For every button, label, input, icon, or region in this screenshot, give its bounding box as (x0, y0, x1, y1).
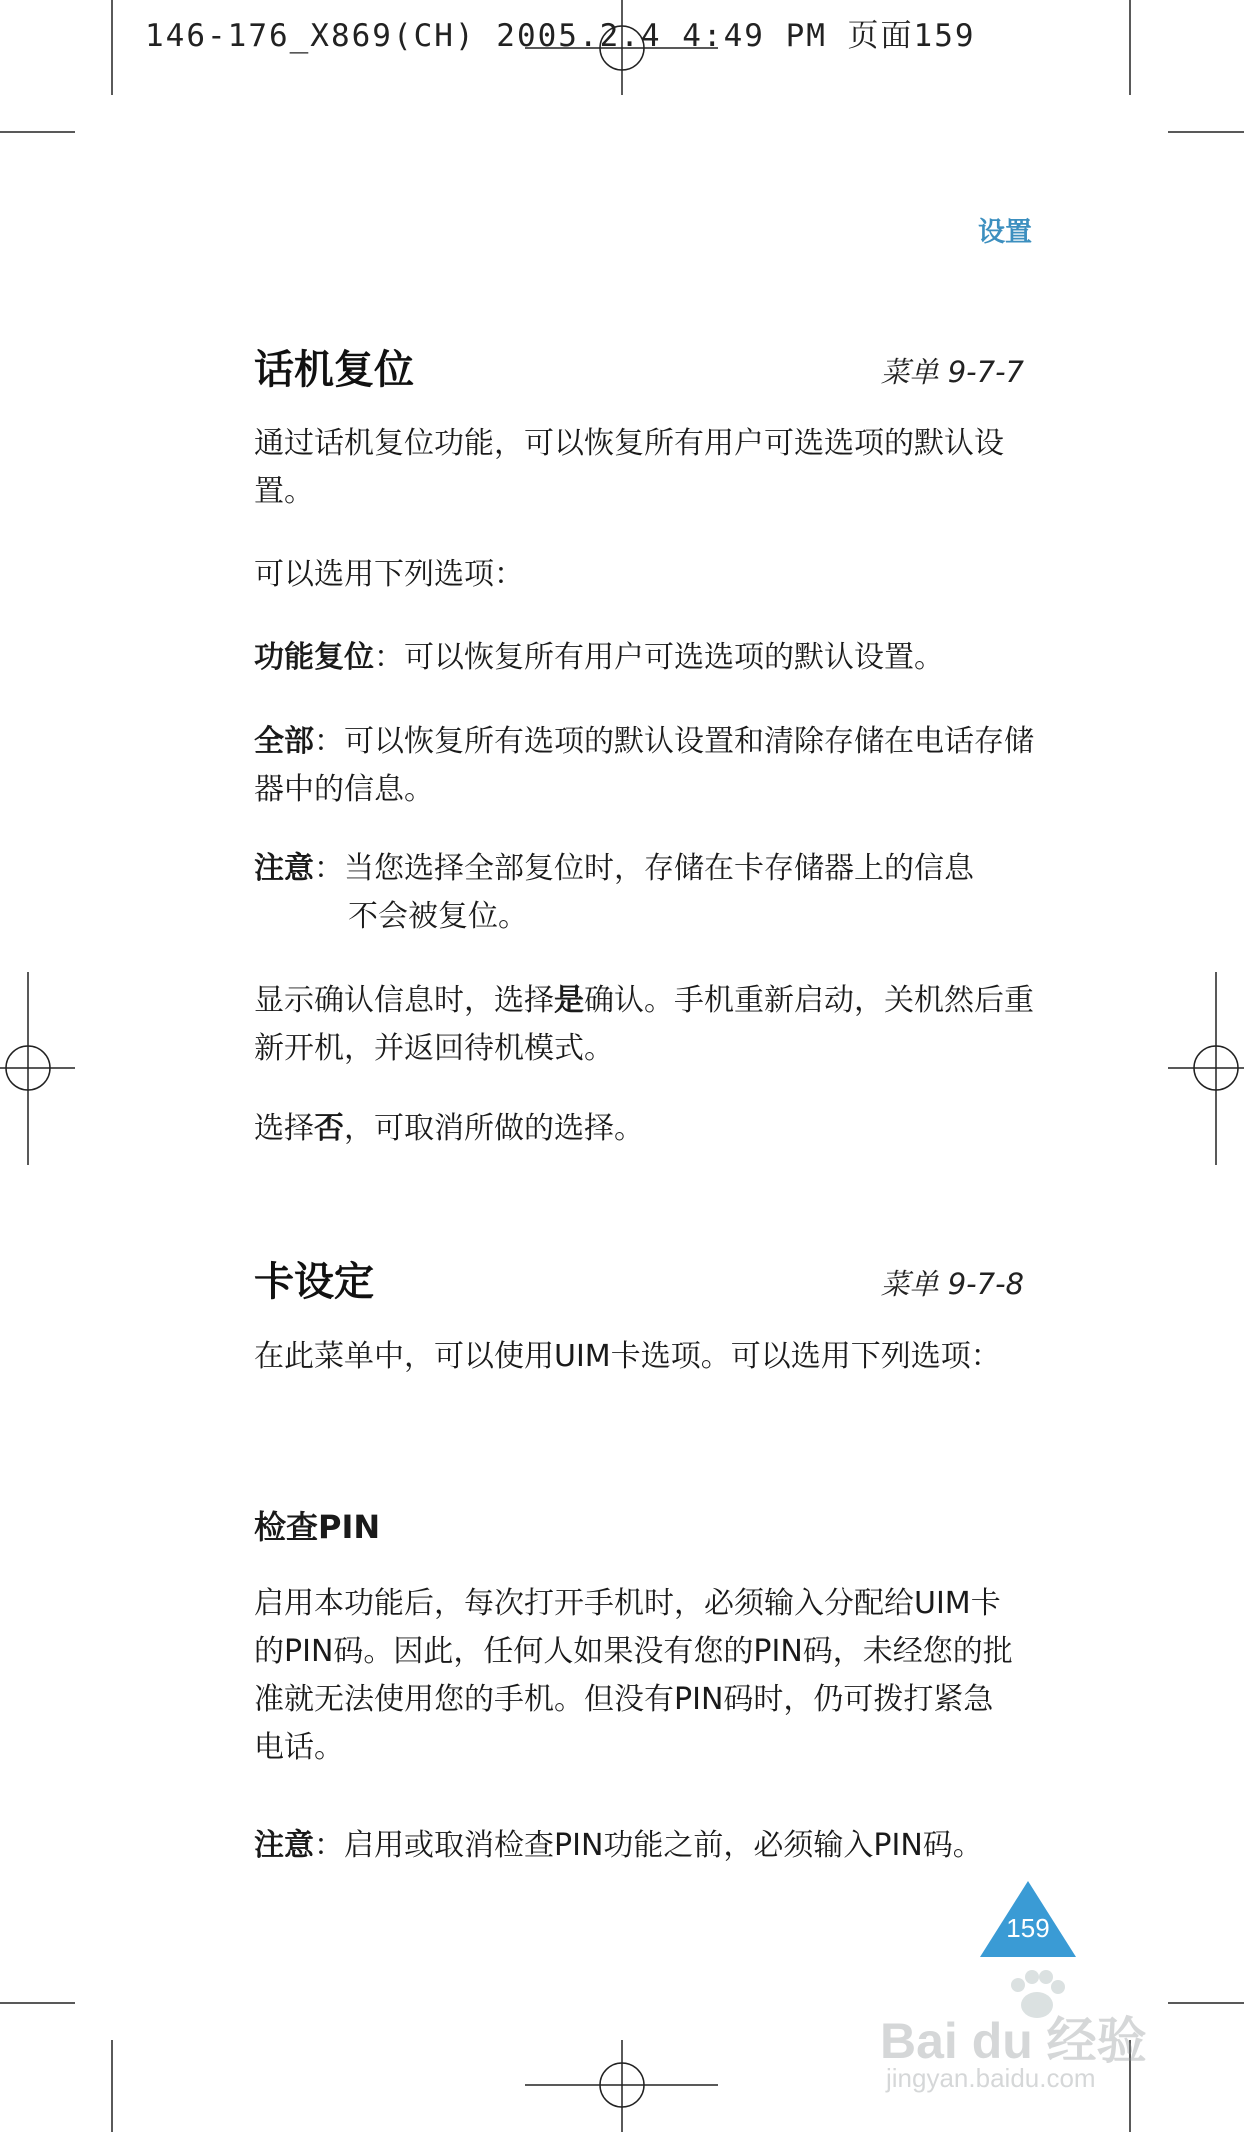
text-bold-yes: 是 (554, 983, 584, 1018)
note-text: ：启用或取消检查PIN功能之前，必须输入PIN码。 (314, 1828, 983, 1863)
section-title-card-settings: 卡设定 (254, 1259, 374, 1305)
baidu-watermark (880, 1965, 1180, 2095)
menu-ref-977: 菜单 9-7-7 (880, 355, 1024, 389)
note-text: ：当您选择全部复位时，存储在卡存储器上的信息 (314, 851, 974, 886)
note-line-2: 不会被复位。 (348, 899, 528, 934)
text-run: 选择 (254, 1111, 314, 1146)
option-all-reset (254, 718, 1034, 814)
option-text: ：可以恢复所有选项的默认设置和清除存储在电话存储器中的信息。 (254, 724, 1034, 807)
paragraph-check-pin: 启用本功能后，每次打开手机时，必须输入分配给UIM卡的PIN码。因此，任何人如果没有您的PIN码，未经您的批准就无法使用您的手机。但没有PIN码时，仍可拨打紧急电话。 (254, 1586, 1013, 1765)
note-check-pin (254, 1822, 1074, 1870)
option-text: ：可以恢复所有用户可选选项的默认设置。 (374, 640, 944, 675)
text-run: ，可取消所做的选择。 (344, 1111, 644, 1146)
menu-ref-978: 菜单 9-7-8 (880, 1267, 1024, 1301)
note-term: 注意 (254, 851, 314, 886)
watermark-brand: Bai du 经验 (880, 2013, 1147, 2069)
section-label: 设置 (978, 217, 1032, 248)
note-term: 注意 (254, 1828, 314, 1863)
paragraph-cancel (254, 1105, 1034, 1153)
note-line-1 (254, 845, 1034, 893)
watermark-url: jingyan.baidu.com (886, 2063, 1096, 2093)
note-reset (254, 845, 1034, 941)
section-title-phone-reset: 话机复位 (254, 347, 414, 393)
text-run: 确认。手机重新启动，关机然后重新开机，并返回待机模式。 (254, 983, 1034, 1066)
option-term: 全部 (254, 724, 314, 759)
text-run: 显示确认信息时，选择 (254, 983, 554, 1018)
option-term: 功能复位 (254, 640, 374, 675)
paragraph-reset-intro: 通过话机复位功能，可以恢复所有用户可选选项的默认设置。 (254, 426, 1004, 509)
print-header: 146-176_X869(CH) 2005.2.4 4:49 PM 页面159 (145, 18, 976, 54)
page-number-badge (978, 1877, 1078, 1977)
text-bold-no: 否 (314, 1111, 344, 1146)
subheading-check-pin: 检查PIN (254, 1508, 381, 1546)
paragraph-card-intro: 在此菜单中，可以使用UIM卡选项。可以选用下列选项： (254, 1339, 1001, 1374)
paragraph-options-intro: 可以选用下列选项： (254, 557, 524, 592)
paragraph-confirm (254, 977, 1034, 1073)
page-number: 159 (1006, 1913, 1050, 1943)
option-function-reset (254, 634, 1034, 682)
